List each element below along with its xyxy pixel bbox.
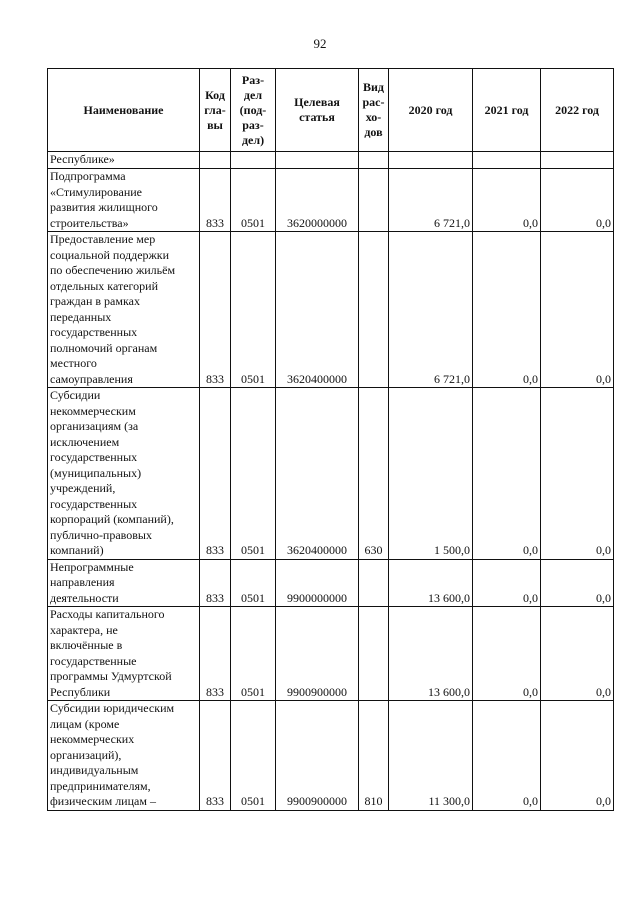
row-2021: 0,0 [473, 232, 541, 388]
row-code: 833 [200, 388, 231, 560]
row-2022: 0,0 [541, 559, 614, 607]
row-section: 0501 [231, 559, 276, 607]
table-row [48, 169, 614, 232]
row-type [359, 559, 389, 607]
page-number: 92 [313, 36, 327, 51]
row-2020: 1 500,0 [389, 388, 473, 560]
row-2022: 0,0 [541, 607, 614, 701]
row-2020: 6 721,0 [389, 232, 473, 388]
row-code: 833 [200, 607, 231, 701]
header-2021: 2021 год [473, 69, 541, 152]
row-type [359, 607, 389, 701]
table-row [48, 232, 614, 388]
row-2021: 0,0 [473, 559, 541, 607]
header-code: Код гла- вы [200, 69, 231, 152]
row-2022: 0,0 [541, 701, 614, 811]
budget-table [47, 68, 614, 811]
row-name: Субсидии юридическим лицам (кроме некоммерческих организаций), индивидуальным предпринимателям, физическим лицам – [48, 701, 200, 811]
row-2020: 13 600,0 [389, 607, 473, 701]
table-row [48, 701, 614, 811]
row-section: 0501 [231, 169, 276, 232]
table-row [48, 152, 614, 169]
row-name: Республике» [48, 152, 200, 169]
row-code: 833 [200, 559, 231, 607]
row-name: Непрограммные направления деятельности [48, 559, 200, 607]
table-row [48, 607, 614, 701]
row-code: 833 [200, 169, 231, 232]
row-code: 833 [200, 232, 231, 388]
row-section: 0501 [231, 232, 276, 388]
row-name: Субсидии некоммерческим организациям (за исключением государственных (муниципальных) учреждений, государственных корпораций (компаний), публично-правовых компаний) [48, 388, 200, 560]
row-type: 810 [359, 701, 389, 811]
row-2021: 0,0 [473, 388, 541, 560]
table-row [48, 388, 614, 560]
row-2021: 0,0 [473, 169, 541, 232]
row-2020: 13 600,0 [389, 559, 473, 607]
row-code: 833 [200, 701, 231, 811]
row-2020: 6 721,0 [389, 169, 473, 232]
header-expense-type: Вид рас- хо- дов [359, 69, 389, 152]
row-2021: 0,0 [473, 607, 541, 701]
row-target: 9900000000 [276, 559, 359, 607]
header-section: Раз- дел (под- раз- дел) [231, 69, 276, 152]
row-target: 3620400000 [276, 232, 359, 388]
row-2021 [473, 152, 541, 169]
header-name: Наименование [48, 69, 200, 152]
row-target: 3620000000 [276, 169, 359, 232]
row-section: 0501 [231, 388, 276, 560]
row-section: 0501 [231, 701, 276, 811]
row-2020: 11 300,0 [389, 701, 473, 811]
row-section [231, 152, 276, 169]
header-2022: 2022 год [541, 69, 614, 152]
table-row [48, 559, 614, 607]
row-2020 [389, 152, 473, 169]
row-name: Подпрограмма «Стимулирование развития жилищного строительства» [48, 169, 200, 232]
row-2022: 0,0 [541, 169, 614, 232]
row-type [359, 169, 389, 232]
row-2022: 0,0 [541, 232, 614, 388]
header-target: Целевая статья [276, 69, 359, 152]
row-2022: 0,0 [541, 388, 614, 560]
row-target: 3620400000 [276, 388, 359, 560]
row-type: 630 [359, 388, 389, 560]
header-row [48, 69, 614, 152]
row-code [200, 152, 231, 169]
row-section: 0501 [231, 607, 276, 701]
row-target: 9900900000 [276, 607, 359, 701]
row-name: Расходы капитального характера, не включённые в государственные программы Удмуртской Республики [48, 607, 200, 701]
row-2022 [541, 152, 614, 169]
row-target [276, 152, 359, 169]
header-2020: 2020 год [389, 69, 473, 152]
row-type [359, 152, 389, 169]
row-2021: 0,0 [473, 701, 541, 811]
row-target: 9900900000 [276, 701, 359, 811]
row-type [359, 232, 389, 388]
row-name: Предоставление мер социальной поддержки по обеспечению жильём отдельных категорий граждан в рамках переданных государственных полномочий органам местного самоуправления [48, 232, 200, 388]
